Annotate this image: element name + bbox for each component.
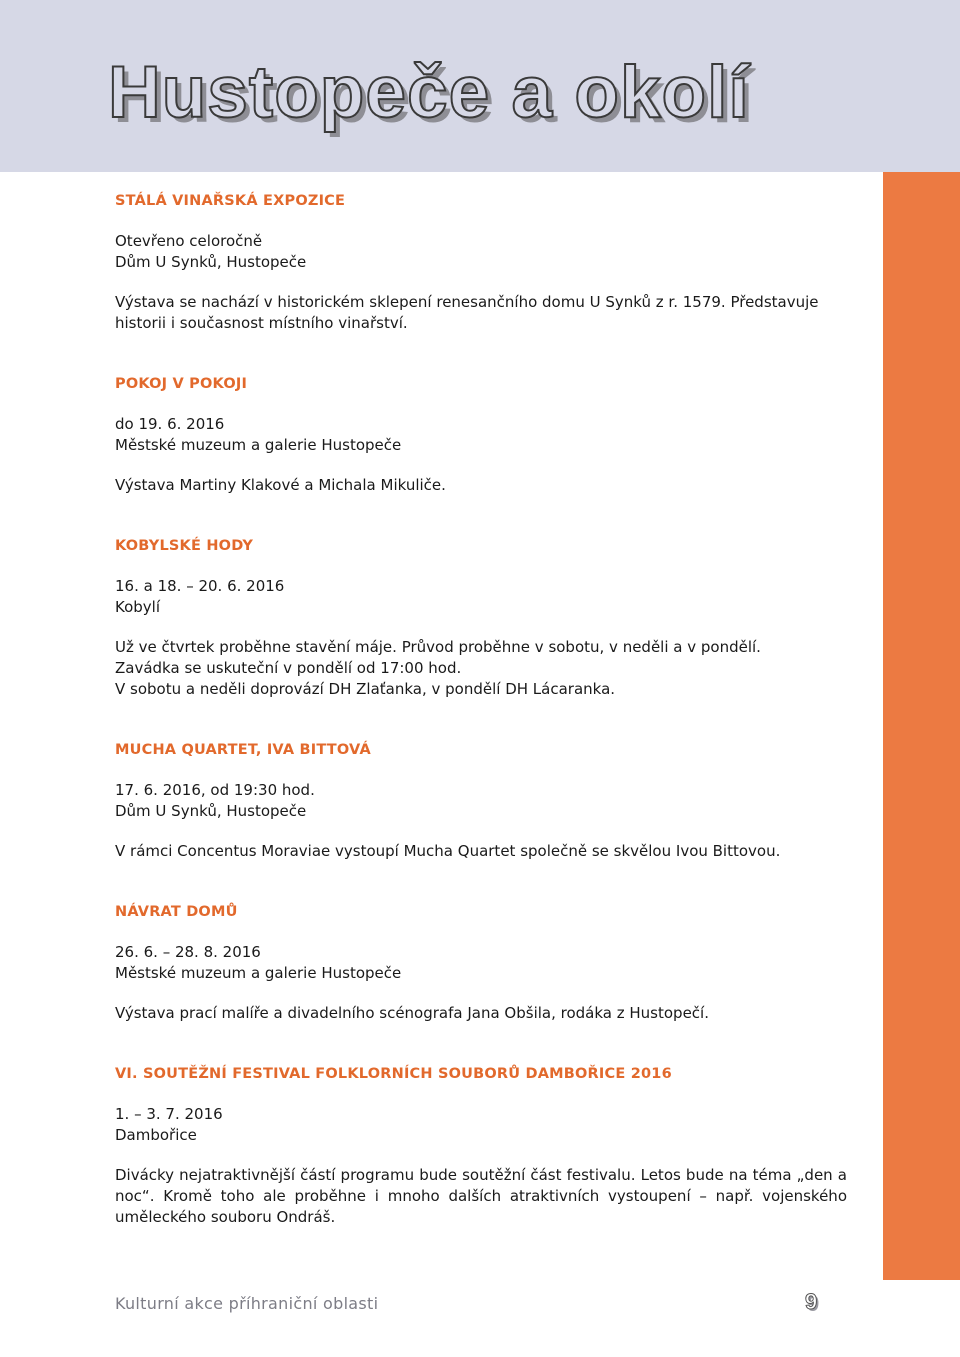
section-mucha-quartet bbox=[115, 739, 847, 862]
event-description: V sobotu a neděli doprovází DH Zlaťanka, v pondělí DH Lácaranka. bbox=[115, 680, 616, 698]
section-heading: POKOJ V POKOJI bbox=[115, 376, 248, 392]
event-description: V rámci Concentus Moraviae vystoupí Mucha Quartet společně se skvělou Ivou Bittovou. bbox=[115, 842, 781, 860]
page-title: Hustopeče a okolí bbox=[108, 52, 750, 133]
section-heading: VI. SOUTĚŽNÍ FESTIVAL FOLKLORNÍCH SOUBORŮ DAMBOŘICE 2016 bbox=[115, 1066, 672, 1082]
event-place: Městské muzeum a galerie Hustopeče bbox=[115, 436, 402, 454]
section-heading: MUCHA QUARTET, IVA BITTOVÁ bbox=[115, 742, 371, 758]
section-pokoj-v-pokoji bbox=[115, 373, 847, 496]
footer-text: Kulturní akce příhraniční oblasti bbox=[115, 1294, 379, 1313]
event-description: Výstava se nachází v historickém sklepení renesančního domu U Synků z r. 1579. Představuje bbox=[115, 293, 819, 311]
page-number: 9 bbox=[805, 1289, 818, 1314]
event-description: Výstava Martiny Klakové a Michala Mikuliče. bbox=[115, 476, 446, 494]
event-date: do 19. 6. 2016 bbox=[115, 415, 225, 433]
event-date: 16. a 18. – 20. 6. 2016 bbox=[115, 577, 285, 595]
event-place: Dům U Synků, Hustopeče bbox=[115, 253, 307, 271]
section-navrat-domu bbox=[115, 901, 847, 1024]
event-description: Divácky nejatraktivnější částí programu bude soutěžní část festivalu. Letos bude na téma „den a noc“. Kromě toho ale proběhne i mnoho dalších atraktivních vystoupení – např. vojenského uměleckého souboru Ondráš. bbox=[115, 1166, 847, 1226]
section-heading: KOBYLSKÉ HODY bbox=[115, 538, 254, 554]
event-place: Kobylí bbox=[115, 598, 160, 616]
section-kobylske-hody bbox=[115, 535, 847, 700]
event-place: Dům U Synků, Hustopeče bbox=[115, 802, 307, 820]
event-date: 26. 6. – 28. 8. 2016 bbox=[115, 943, 261, 961]
event-date: 1. – 3. 7. 2016 bbox=[115, 1105, 223, 1123]
event-description: Už ve čtvrtek proběhne stavění máje. Průvod proběhne v sobotu, v neděli a v pondělí. bbox=[115, 638, 761, 656]
event-description: historii i současnost místního vinařství. bbox=[115, 314, 408, 332]
section-vinarska-expozice bbox=[115, 190, 847, 334]
content bbox=[115, 190, 847, 1228]
orange-side-bar bbox=[883, 172, 960, 1280]
event-place: Městské muzeum a galerie Hustopeče bbox=[115, 964, 402, 982]
event-description: Výstava prací malíře a divadelního scénografa Jana Obšila, rodáka z Hustopečí. bbox=[115, 1004, 709, 1022]
section-heading: NÁVRAT DOMŮ bbox=[115, 904, 238, 920]
event-date: 17. 6. 2016, od 19:30 hod. bbox=[115, 781, 315, 799]
event-place: Dambořice bbox=[115, 1126, 197, 1144]
section-festival-damborice bbox=[115, 1063, 847, 1228]
section-heading: STÁLÁ VINAŘSKÁ EXPOZICE bbox=[115, 193, 346, 209]
event-date: Otevřeno celoročně bbox=[115, 232, 263, 250]
event-description: Zavádka se uskuteční v pondělí od 17:00 hod. bbox=[115, 659, 462, 677]
